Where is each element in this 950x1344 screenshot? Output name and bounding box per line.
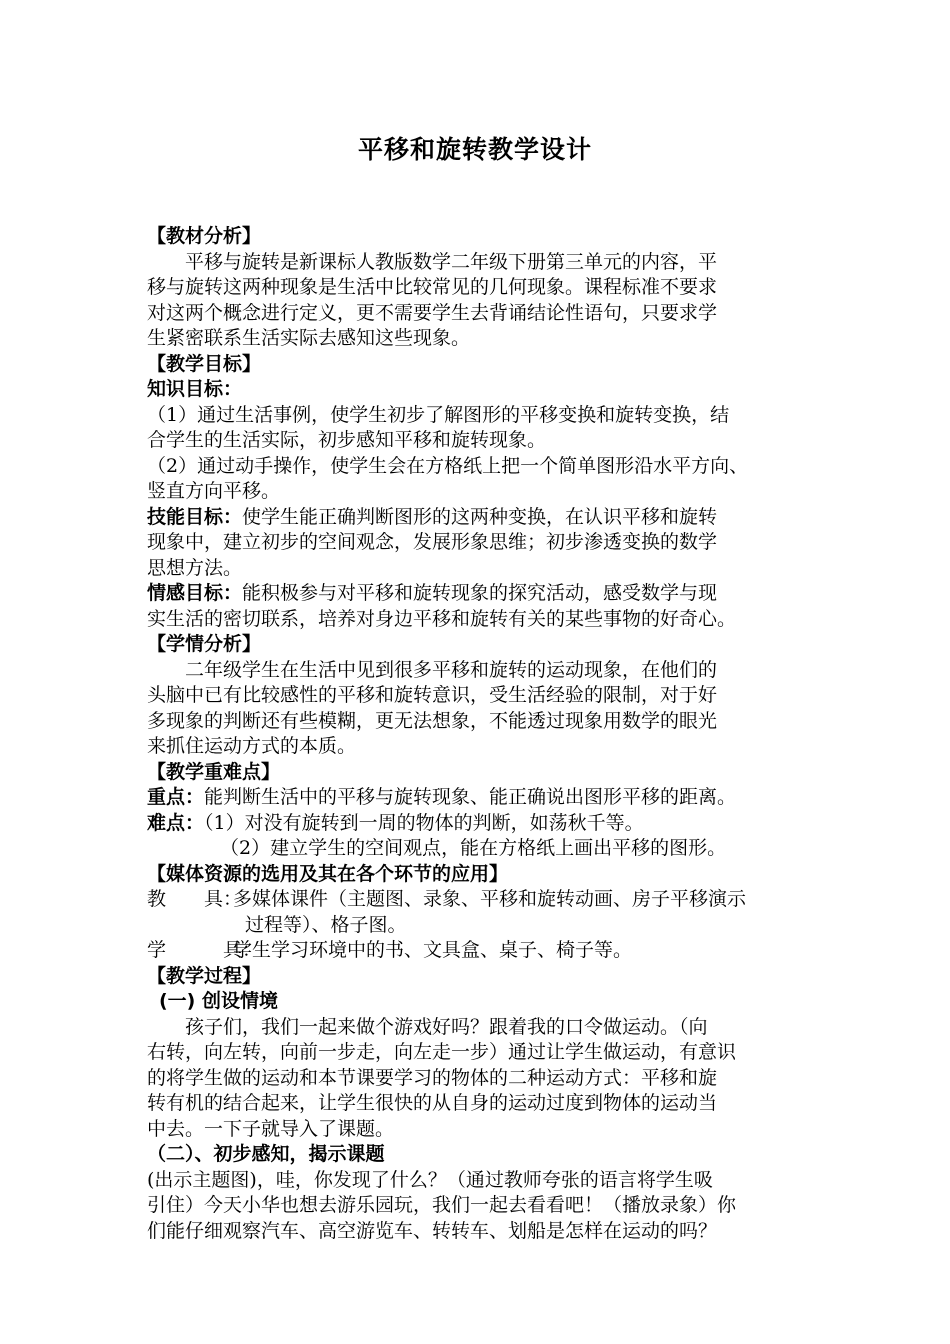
labeled-line <box>147 938 827 964</box>
paragraph-line: 过程等）、格子图。 <box>245 913 407 936</box>
paragraph-line: 的将学生做的运动和本节课要学习的物体的二种运动方式：平移和旋 <box>147 1066 718 1089</box>
line-text: 多媒体课件（主题图、录象、平移和旋转动画、房子平移演示 <box>233 888 747 910</box>
line-label: 技能目标： <box>147 505 243 528</box>
paragraph-line: 中去。一下子就导入了课题。 <box>147 1117 395 1140</box>
paragraph-line: 头脑中已有比较感性的平移和旋转意识，受生活经验的限制，对于好 <box>147 684 718 706</box>
paragraph-line: 二年级学生在生活中见到很多平移和旋转的运动现象，在他们的 <box>185 658 718 681</box>
paragraph-line: 们能仔细观察汽车、高空游览车、转转车、划船是怎样在运动的吗？ <box>147 1219 718 1242</box>
paragraph-line: 对这两个概念进行定义，更不需要学生去背诵结论性语句，只要求学 <box>147 301 718 324</box>
paragraph-line: 思想方法。 <box>147 556 243 579</box>
labeled-line <box>147 505 827 531</box>
paragraph-line: （1）通过生活事例，使学生初步了解图形的平移变换和旋转变换，结 <box>147 403 730 426</box>
line-text: （1）对没有旋转到一周的物体的判断，如荡秋千等。 <box>204 811 644 834</box>
paragraph-line: 转有机的结合起来，让学生很快的从自身的运动过度到物体的运动当 <box>147 1092 718 1114</box>
document-body <box>147 224 827 1244</box>
labeled-line <box>147 581 827 607</box>
paragraph-line: （2）通过动手操作，使学生会在方格纸上把一个简单图形沿水平方向、 <box>147 454 749 477</box>
paragraph-line: 合学生的生活实际，初步感知平移和旋转现象。 <box>147 429 547 451</box>
labeled-line <box>147 785 827 811</box>
section-heading: (一) 创设情境 <box>159 990 278 1012</box>
section-heading: 【学情分析】 <box>147 633 262 655</box>
line-label: 难点： <box>147 811 205 834</box>
paragraph-line: 实生活的密切联系，培养对身边平移和旋转有关的某些事物的好奇心。 <box>147 607 737 630</box>
paragraph-line: 来抓住运动方式的本质。 <box>147 735 357 757</box>
paragraph-line: 引住）今天小华也想去游乐园玩，我们一起去看看吧！（播放录象）你 <box>147 1194 737 1216</box>
paragraph-line: 孩子们，我们一起来做个游戏好吗？跟着我的口令做运动。（向 <box>185 1015 708 1038</box>
section-heading: 【教材分析】 <box>147 225 262 247</box>
line-label: 教 具： <box>147 888 243 910</box>
section-heading: 【教学目标】 <box>147 352 262 375</box>
paragraph-line: 现象中，建立初步的空间观念，发展形象思维；初步渗透变换的数学 <box>147 531 718 553</box>
section-heading: （二）、初步感知，揭示课题 <box>147 1143 385 1165</box>
section-heading: 【媒体资源的选用及其在各个环节的应用】 <box>147 862 509 885</box>
line-text: 使学生能正确判断图形的这两种变换，在认识平移和旋转 <box>242 505 718 528</box>
line-text: 能积极参与对平移和旋转现象的探究活动，感受数学与现 <box>242 582 718 604</box>
section-heading: 知识目标： <box>147 378 243 400</box>
paragraph-line: (出示主题图)，哇，你发现了什么？（通过教师夸张的语言将学生吸 <box>147 1168 713 1191</box>
labeled-line <box>147 811 827 837</box>
line-label: 学 具： <box>147 939 262 961</box>
line-text: 学生学习环境中的书、文具盒、桌子、椅子等。 <box>233 939 633 961</box>
paragraph-line: 平移与旋转是新课标人教版数学二年级下册第三单元的内容，平 <box>185 250 718 273</box>
section-heading: 【教学过程】 <box>147 964 262 987</box>
labeled-line <box>147 887 827 913</box>
paragraph-line: 右转，向左转，向前一步走，向左走一步）通过让学生做运动，有意识 <box>147 1041 737 1063</box>
line-label: 情感目标： <box>147 582 243 604</box>
line-label: 重点： <box>147 786 205 808</box>
paragraph-line: 生紧密联系生活实际去感知这些现象。 <box>147 327 471 349</box>
paragraph-line: 竖直方向平移。 <box>147 480 281 502</box>
paragraph-line: 移与旋转这两种现象是生活中比较常见的几何现象。课程标准不要求 <box>147 276 718 298</box>
line-text: 能判断生活中的平移与旋转现象、能正确说出图形平移的距离。 <box>204 786 737 808</box>
paragraph-line: 多现象的判断还有些模糊，更无法想象，不能透过现象用数学的眼光 <box>147 709 718 732</box>
document-title: 平移和旋转教学设计 <box>357 135 592 164</box>
section-heading: 【教学重难点】 <box>147 760 281 783</box>
paragraph-line: （2）建立学生的空间观点，能在方格纸上画出平移的图形。 <box>220 837 727 859</box>
